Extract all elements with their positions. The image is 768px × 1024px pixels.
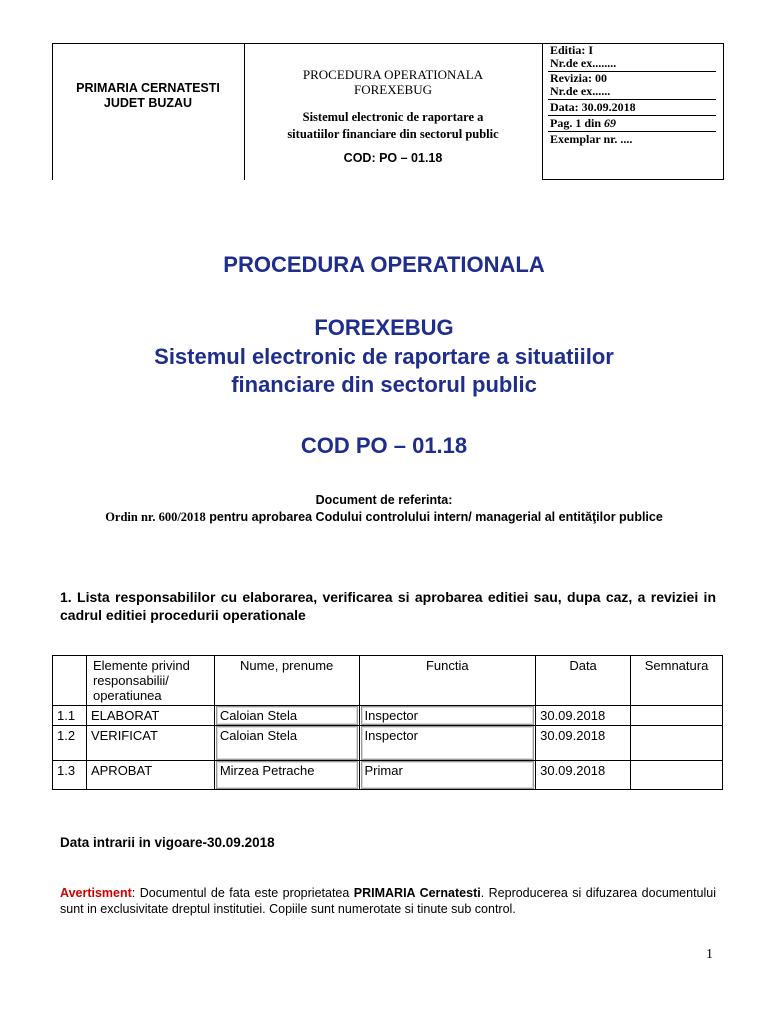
responsibles-table (52, 655, 723, 790)
table-header-nr (53, 656, 87, 706)
effective-date: Data intrarii in vigoare-30.09.2018 (60, 835, 275, 850)
row-nume: Caloian Stela (216, 706, 358, 725)
title-subtitle-line1: Sistemul electronic de raportare a situatiilor (154, 344, 614, 369)
procedure-name: FOREXEBUG (353, 82, 432, 97)
row-nume: Mirzea Petrache (216, 761, 358, 789)
row-nume: Caloian Stela (216, 726, 358, 760)
warning-text-2: . Reproducerea si difuzarea documentului sunt in exclusivitate dreptul institutiei. Copiile sunt numerotate si tinute sub control. (60, 886, 717, 916)
row-element: APROBAT (86, 761, 214, 790)
row-nr: 1.1 (53, 706, 87, 726)
row-element: ELABORAT (86, 706, 214, 726)
page-number: 1 (706, 947, 713, 962)
document-meta (542, 43, 724, 180)
table-header-functia: Functia (359, 656, 536, 706)
reference-ordin: Ordin nr. 600/2018 (105, 510, 206, 524)
org-line-2: JUDET BUZAU (103, 96, 193, 110)
row-data: 30.09.2018 (536, 761, 631, 790)
row-nr: 1.2 (53, 726, 87, 761)
row-element: VERIFICAT (86, 726, 214, 761)
row-semnatura (631, 761, 723, 790)
table-header-nume: Nume, prenume (214, 656, 359, 706)
meta-exemplar: Exemplar nr. .... (550, 132, 633, 146)
procedure-description-line2: situatiilor financiare din sectorul public (287, 127, 499, 141)
row-data: 30.09.2018 (536, 726, 631, 761)
meta-nr-ex-1: Nr.de ex........ (550, 56, 617, 70)
reference-text: pentru aprobarea Codului controlului intern/ managerial al entităţilor publice (205, 510, 663, 524)
row-functia: Inspector (361, 706, 535, 725)
meta-page-prefix: Pag. 1 din (550, 116, 605, 130)
title-forexebug: FOREXEBUG (314, 315, 454, 340)
table-header-data: Data (536, 656, 631, 706)
table-row (53, 706, 723, 726)
meta-data: Data: 30.09.2018 (550, 100, 636, 114)
row-data: 30.09.2018 (536, 706, 631, 726)
table-row (53, 726, 723, 761)
document-header (52, 43, 724, 180)
reference-document (0, 510, 768, 525)
table-row (53, 761, 723, 790)
row-semnatura (631, 726, 723, 761)
procedure-description-line1: Sistemul electronic de raportare a (302, 110, 484, 124)
row-functia: Inspector (361, 726, 535, 760)
table-header-elemente: Elemente privind responsabilii/ operatiunea (86, 656, 214, 706)
table-header-row (53, 656, 723, 706)
warning-text-1: Documentul de fata este proprietatea (139, 886, 354, 900)
meta-nr-ex-2: Nr.de ex...... (550, 84, 611, 98)
meta-page-total: 69 (604, 116, 617, 130)
meta-editia: Editia: I (550, 43, 594, 57)
reference-label: Document de referinta: (315, 493, 453, 507)
section-heading: 1. Lista responsabililor cu elaborarea, verificarea si aprobarea editiei sau, dupa caz, a reviziei in cadrul editiei procedurii operationale (60, 589, 716, 623)
row-nr: 1.3 (53, 761, 87, 790)
warning-notice (60, 885, 716, 917)
title-code: COD PO – 01.18 (300, 433, 468, 458)
row-semnatura (631, 706, 723, 726)
title-subtitle-line2: financiare din sectorul public (231, 372, 537, 397)
meta-page (550, 117, 616, 130)
warning-owner: PRIMARIA Cernatesti (353, 886, 481, 900)
page-title: PROCEDURA OPERATIONALA (223, 252, 545, 277)
warning-label: Avertisment (60, 886, 132, 900)
procedure-type: PROCEDURA OPERATIONALA (302, 67, 484, 82)
procedure-code: COD: PO – 01.18 (343, 151, 443, 165)
organization-name (52, 81, 244, 111)
org-line-1: PRIMARIA CERNATESTI (76, 81, 220, 95)
meta-revizia: Revizia: 00 (550, 71, 607, 85)
table-header-semnatura: Semnatura (631, 656, 723, 706)
warning-colon: : (131, 886, 140, 900)
row-functia: Primar (361, 761, 535, 789)
